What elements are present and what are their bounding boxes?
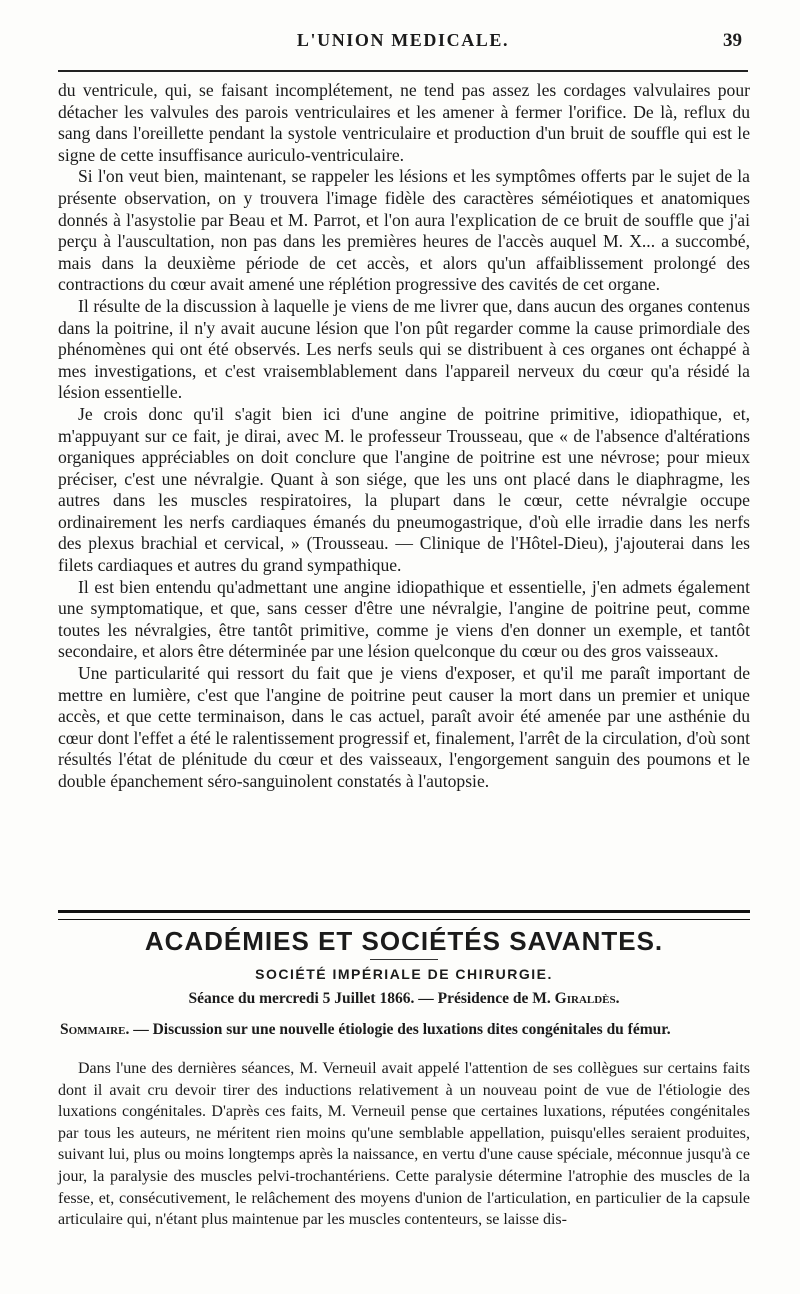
paragraph: du ventricule, qui, se faisant incomplétement, ne tend pas assez les cordages valvulaires pour détacher les valvules des parois ventriculaires et les amener à fermer l'orifice. De là, reflux du sang dans l'oreillette pendant la systole ventriculaire et production d'un bruit de souffle qui est le signe de cette insuffisance auriculo-ventriculaire. [58, 80, 750, 165]
summary-line [60, 1021, 750, 1039]
paragraph: Il est bien entendu qu'admettant une angine idiopathique et essentielle, j'en admets également une symptomatique, et que, sans cesser d'être une névralgie, l'angine de poitrine peut, comme toutes les névralgies, être tantôt primitive, comme je viens d'en donner un exemple, et tantôt secondaire, et alors être déterminée par une lésion quelconque du cœur ou des gros vaisseaux. [58, 576, 750, 662]
heading-underline [370, 959, 438, 960]
president-name: Giraldès [554, 990, 616, 1007]
session-text: Séance du mercredi 5 Juillet 1866. — Présidence de M. [188, 990, 555, 1007]
paragraph: Dans l'une des dernières séances, M. Verneuil avait appelé l'attention de ses collègues sur certains faits dont il avait cru devoir tirer des inductions relativement à un nouveau point de vue de l'étiologie des luxations congénitales. D'après ces faits, M. Verneuil pense que certaines luxations, réputées congénitales par tous les auteurs, ne méritent rien moins qu'une semblable appellation, puisqu'elles seraient produites, suivant lui, plus ou moins longtemps après la naissance, en vertu d'une cause spéciale, méconnue jusqu'à ce jour, la paralysie des muscles pelvi-trochantériens. Cette paralysie détermine l'atrophie des muscles de la fesse, et, consécutivement, le relâchement des moyens d'union de l'articulation, en particulier de la capsule articulaire qui, n'étant plus maintenue par les muscles contenteurs, se laisse dis- [58, 1060, 750, 1229]
paragraph: Il résulte de la discussion à laquelle je viens de me livrer que, dans aucun des organes contenus dans la poitrine, il n'y avait aucune lésion que l'on pût regarder comme la cause primordiale des phénomènes qui ont été observés. Les nerfs seuls qui se distribuent à ces organes ont échappé à mes investigations, et c'est vraisemblablement dans l'appareil nerveux du cœur qu'a résidé la lésion essentielle. [58, 295, 750, 403]
paragraph: Je crois donc qu'il s'agit bien ici d'une angine de poitrine primitive, idiopathique, et, m'appuyant sur ce fait, je dirai, avec M. le professeur Trousseau, que « de l'absence d'altérations organiques appréciables on doit conclure que l'angine de poitrine est une névrose; pour mieux préciser, c'est une névralgie. Quant à son siége, que les uns ont placé dans le diaphragme, les autres dans les muscles respiratoires, la plupart dans le cœur, cette névralgie occupe ordinairement les nerfs cardiaques émanés du pneumogastrique, d'où elle irradie dans les nerfs des plexus brachial et cervical, » (Trousseau. — Clinique de l'Hôtel-Dieu), j'ajouterai dans les filets cardiaques et autres du grand sympathique. [58, 403, 750, 576]
summary-text: . — Discussion sur une nouvelle étiologie des luxations dites congénitales du fémur. [125, 1021, 671, 1038]
journal-title: L'UNION MEDICALE. [296, 30, 510, 50]
report-body [58, 1058, 750, 1231]
article-body [58, 80, 750, 793]
paragraph: Si l'on veut bien, maintenant, se rappeler les lésions et les symptômes offerts par le sujet de la présente observation, on y trouvera l'image fidèle des caractères séméiotiques et anatomiques donnés à l'asystolie par Beau et M. Parrot, et l'on aura l'explication de ce bruit de souffle que j'ai perçu à l'auscultation, non pas dans les premières heures de l'accès auquel M. X... a succombé, mais dans la deuxième période de cet accès, et alors qu'un affaiblissement prolongé des contractions du cœur avait amené une réplétion progressive des cavités de cet organe. [58, 166, 750, 295]
running-head [58, 30, 748, 66]
session-end: . [615, 990, 620, 1007]
section-heading: ACADÉMIES ET SOCIÉTÉS SAVANTES. [144, 926, 664, 956]
paragraph: Une particularité qui ressort du fait que je viens d'exposer, et qu'il me paraît important de mettre en lumière, c'est que l'angine de poitrine peut causer la mort dans un premier et unique accès, et que cette terminaison, dans le cas actuel, paraît avoir été amenée par une asthénie du cœur dont l'effet a été le ralentissement progressif et, finalement, l'arrêt de la circulation, d'où sont résultés l'état de plénitude du cœur et des vaisseaux, l'engorgement sanguin des poumons et le double épanchement séro-sanguinolent constatés à l'autopsie. [58, 663, 750, 791]
session-info [58, 990, 750, 1008]
summary-label: Sommaire [60, 1021, 126, 1038]
section-divider [58, 910, 750, 920]
header-rule [58, 70, 748, 72]
page-number: 39 [723, 30, 742, 51]
society-heading: SOCIÉTÉ IMPÉRIALE DE CHIRURGIE. [255, 966, 553, 982]
